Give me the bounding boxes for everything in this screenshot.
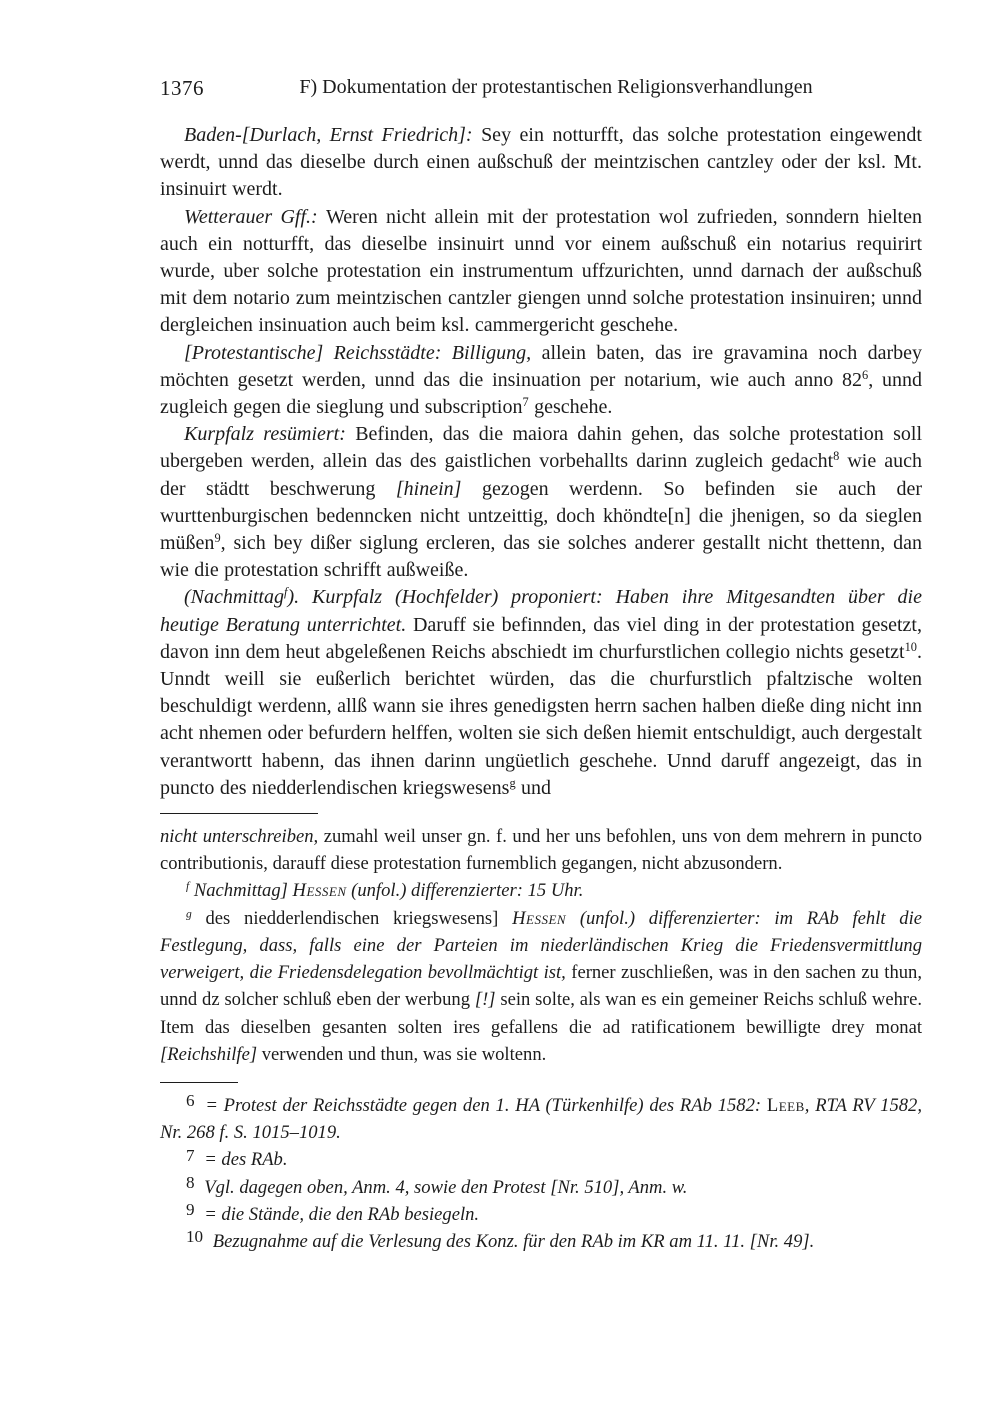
body-paragraph-reichsstaedte	[160, 340, 922, 422]
text-segment-sci: Hessen	[292, 880, 347, 902]
text-segment-sup: 10	[904, 640, 917, 655]
text-segment-i: [Reichshilfe]	[160, 1043, 262, 1065]
text-segment-i: = des RAb.	[199, 1149, 288, 1171]
text-segment-r: Daruff sie befinnden, das viel ding in der protestation gesetzt, davon inn dem heut abgeleßenen Reichs abschiedt im churfurstlichen collegio nichts gesetzt	[160, 613, 922, 663]
text-segment-i: Vgl. dagegen oben, Anm. 4, sowie den Protest [Nr. 510], Anm. w.	[199, 1176, 688, 1198]
text-segment-i: = die Stände, die den RAb besiegeln.	[199, 1203, 480, 1225]
footnote-9	[160, 1201, 922, 1228]
body-text	[160, 122, 922, 802]
text-segment-sup: 6	[862, 368, 869, 383]
apparatus-note-f	[160, 877, 922, 904]
text-segment-r: verwenden und thun, was sie woltenn.	[261, 1043, 547, 1065]
text-segment-r: des niedderlendischen kriegswesens]	[191, 907, 513, 929]
text-segment-r: sein solte, als wan es ein gemeiner Reichs schluß wehre. Item das dieselben gesanten solten ires gefallens die ad ratificationem bewilligte drey monat	[160, 989, 922, 1038]
text-segment-r: , sich bey dißer siglung ercleren, das sie solches anderer gestallt nicht thettenn, dan wie die protestation schrifft außweiße.	[160, 532, 922, 582]
text-segment-sup: 7	[522, 395, 529, 410]
footnote-7	[160, 1146, 922, 1173]
text-segment-i: ). Kurpfalz (Hochfelder) proponiert: Haben ihre Mitgesandten über die heutige Beratung unterrichtet.	[160, 586, 922, 636]
text-segment-fnnum: 7	[186, 1145, 195, 1165]
body-paragraph-wetterauer	[160, 204, 922, 340]
text-segment-i: , RTA RV 1582, Nr. 268 f. S. 1015–1019.	[160, 1094, 922, 1144]
running-header-title: F) Dokumentation der protestantischen Religionsverhandlungen	[299, 76, 813, 98]
footnote-10	[160, 1228, 922, 1255]
text-segment-fnnum: 10	[186, 1227, 204, 1247]
text-segment-i: (unfol.) differenzierter: im RAb fehlt die Festlegung, dass, falls eine der Parteien im niederländischen Krieg die Friedensvermittlung verweigert, die Friedensdelegation bevollmächtigt ist,	[160, 907, 922, 984]
text-segment-sci: Hessen	[512, 907, 567, 929]
text-segment-fnnum: 6	[186, 1091, 195, 1111]
text-segment-i: = Protest der Reichsstädte gegen den 1. HA (Türkenhilfe) des RAb 1582:	[199, 1094, 767, 1116]
text-segment-r: . Unndt weill sie eußerlich berichtet würden, das die churfurstlich pfaltzische wolten beschuldigt werdenn, allß wann sie ihres genedigsten herrn sachen halben dieße ding nicht inn acht nhemen oder befurdern helffen, wolten sie sich deßen hiemit entschuldigt, auch dergestalt verantwortt habenn, das ihnen darinn ungüetlich geschehe. Unnd daruff angezeigt, das in puncto des niedderlendischen kriegswesens	[160, 640, 922, 799]
text-segment-isup: g	[186, 908, 192, 921]
footnote-8	[160, 1174, 922, 1201]
text-segment-fnnum: 9	[186, 1199, 195, 1219]
letter-footnotes	[160, 823, 922, 1068]
text-segment-i: [!]	[474, 989, 501, 1011]
text-segment-i: Baden-[Durlach, Ernst Friedrich]:	[184, 124, 482, 146]
numbered-footnotes	[160, 1092, 922, 1255]
footnote-6	[160, 1092, 922, 1146]
text-segment-r: ferner zuschließen, was in den sachen zu thun, unnd dz solcher schluß eben der werbung	[160, 962, 923, 1011]
apparatus-note-continuation	[160, 823, 922, 877]
text-segment-r: gezogen werdenn. So befinden sie auch der wurttenburgischen bedenncken nicht untzeittig, doch khöndte[n] die jhenigen, so da sieglen müßen	[160, 477, 922, 555]
text-segment-sup: g	[509, 776, 516, 791]
text-segment-i: Wetterauer Gff.:	[184, 205, 327, 228]
text-segment-i: [Protestantische] Reichsstädte: Billigung,	[184, 341, 542, 364]
text-segment-sup: 8	[833, 449, 840, 464]
text-segment-r: und	[515, 776, 552, 799]
text-segment-i: nicht unterschreiben,	[160, 826, 324, 848]
text-segment-r: Weren nicht allein mit der protestation wol zufrieden, sonndern hielten auch ein notturfft, das dieselbe insinuirt unnd vor einem außschuß ein notarius requirirt wurde, uber solche protestation ein instrumentum uffzurichten, unnd darnach der außschuß mit dem notario zum meintzischen cantzler giengen unnd solche protestation insinuiren; unnd dergleichen insinuation auch beim ksl. cammergericht geschehe.	[160, 205, 922, 337]
text-segment-sup: 9	[214, 531, 221, 546]
text-segment-fnnum: 8	[186, 1172, 195, 1192]
footnote-rule	[160, 1082, 238, 1083]
body-paragraph-nachmittag-kurpfalz	[160, 584, 922, 802]
page-number: 1376	[160, 76, 204, 100]
text-segment-i: Nachmittag]	[189, 880, 293, 902]
text-segment-r: zumahl weil unser gn. f. und her uns befohlen, uns von dem mehrern in puncto contributionis, darauff diese protestation furnemblich gegangen, nicht abzusondern.	[160, 826, 922, 875]
text-segment-r: wie auch der städtt beschwerung	[160, 450, 922, 500]
text-segment-r: Sey ein notturfft, das solche protestation eingewendt werdt, unnd das dieselbe durch einen außschuß der meintzischen cantzley oder der ksl. Mt. insinuirt werdt.	[160, 124, 922, 201]
text-segment-isup: f	[284, 585, 288, 600]
text-segment-r: geschehe.	[528, 396, 613, 419]
text-segment-i: [hinein]	[395, 477, 482, 500]
text-segment-i: Kurpfalz resümiert:	[184, 423, 356, 446]
text-segment-r: , unnd zugleich gegen die sieglung und subscription	[160, 368, 922, 419]
text-column	[160, 76, 922, 1255]
apparatus-rule	[160, 813, 318, 814]
apparatus-note-g	[160, 905, 922, 1068]
body-paragraph-baden	[160, 122, 922, 204]
text-segment-i: (unfol.) differenzierter: 15 Uhr.	[346, 880, 584, 902]
text-segment-sc: Leeb	[766, 1094, 805, 1116]
body-paragraph-kurpfalz-resuemiert	[160, 421, 922, 584]
text-segment-r: allein baten, das ire gravamina noch darbey möchten gesetzt werden, unnd das die insinuation per notarium, wie auch anno 82	[160, 341, 922, 391]
running-header	[160, 76, 922, 102]
text-segment-isup: f	[186, 881, 190, 894]
text-segment-r: Befinden, das die maiora dahin gehen, das solche protestation soll ubergeben werden, allein das des gaistlichen vorbehallts darinn zugleich gedacht	[160, 423, 922, 473]
text-segment-i: Bezugnahme auf die Verlesung des Konz. für den RAb im KR am 11. 11. [Nr. 49].	[208, 1230, 815, 1252]
text-segment-i: (Nachmittag	[184, 586, 284, 609]
